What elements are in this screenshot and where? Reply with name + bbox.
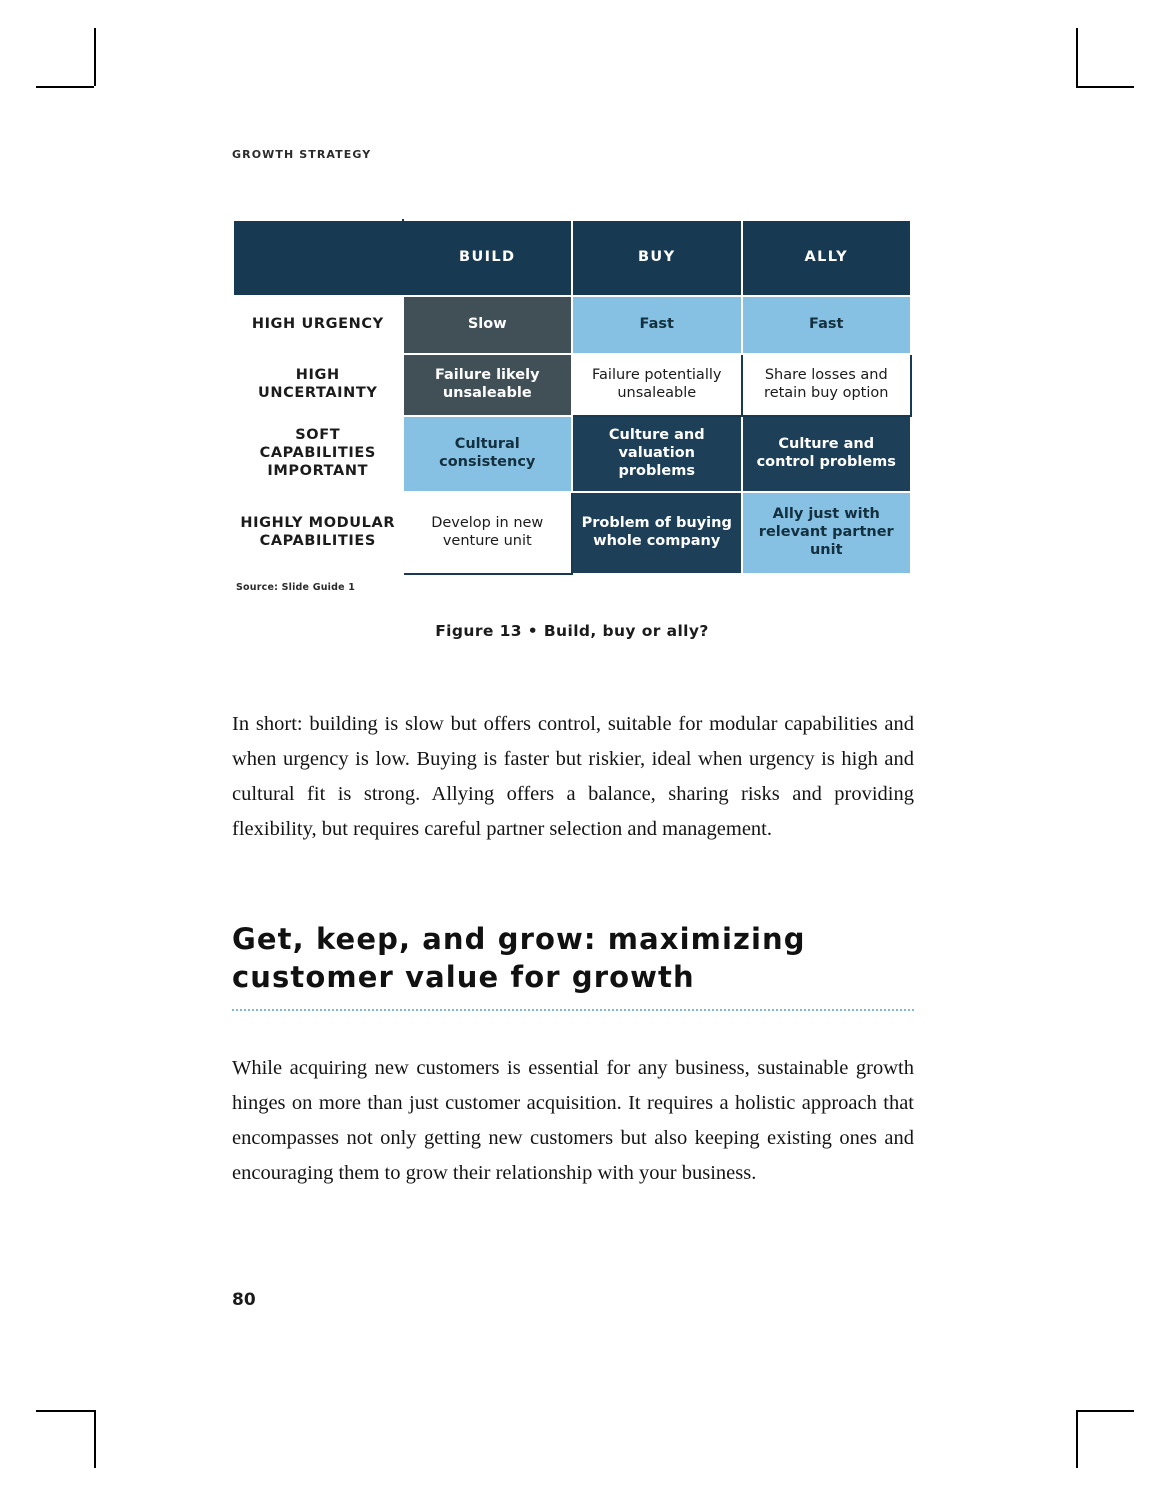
- column-header-build: BUILD: [403, 220, 573, 296]
- cell-buy-high-uncertainty: Failure potentially unsaleable: [572, 354, 742, 416]
- figure-source: Source: Slide Guide 1: [236, 582, 356, 593]
- cell-buy-high-urgency: Fast: [572, 296, 742, 354]
- figure-build-buy-ally: [232, 219, 912, 575]
- section-heading-block: [232, 920, 914, 1011]
- row-label-high-uncertainty: HIGH UNCERTAINTY: [233, 354, 403, 416]
- cell-build-soft-capabilities: Cultural consistency: [403, 416, 573, 492]
- body-paragraph-1: In short: building is slow but offers control, suitable for modular capabilities and when urgency is low. Buying is faster but riskier, ideal when urgency is high and cultural fit is strong. Allying offers a balance, sharing risks and providing flexibility, but requires careful partner selection and management.: [232, 712, 914, 841]
- heading-divider: [232, 1009, 914, 1011]
- cell-build-high-uncertainty: Failure likely unsaleable: [403, 354, 573, 416]
- cell-buy-highly-modular: Problem of buying whole company: [572, 492, 742, 574]
- table-row: [233, 354, 911, 416]
- cell-ally-high-urgency: Fast: [742, 296, 912, 354]
- cell-ally-soft-capabilities: Culture and control problems: [742, 416, 912, 492]
- table-row: [233, 296, 911, 354]
- column-header-buy: BUY: [572, 220, 742, 296]
- cell-ally-high-uncertainty: Share losses and retain buy option: [742, 354, 912, 416]
- column-header-ally: ALLY: [742, 220, 912, 296]
- running-head: GROWTH STRATEGY: [232, 148, 372, 161]
- table-header-row: [233, 220, 911, 296]
- cell-build-highly-modular: Develop in new venture unit: [403, 492, 573, 574]
- cell-buy-soft-capabilities: Culture and valuation problems: [572, 416, 742, 492]
- row-label-highly-modular: HIGHLY MODULAR CAPABILITIES: [233, 492, 403, 574]
- table-corner-cell: [233, 220, 403, 296]
- decision-matrix-table: [232, 219, 912, 575]
- row-label-soft-capabilities: SOFT CAPABILITIES IMPORTANT: [233, 416, 403, 492]
- table-row: [233, 416, 911, 492]
- body-paragraph-2: While acquiring new customers is essential for any business, sustainable growth hinges on more than just customer acquisition. It requires a holistic approach that encompasses not only getting new customers but also keeping existing ones and encouraging them to grow their relationship with your business.: [232, 1056, 914, 1185]
- page-title: Get, keep, and grow: maximizing customer value for growth: [232, 922, 806, 995]
- page-number: 80: [232, 1290, 256, 1310]
- table-row: [233, 492, 911, 574]
- row-label-high-urgency: HIGH URGENCY: [233, 296, 403, 354]
- cell-ally-highly-modular: Ally just with relevant partner unit: [742, 492, 912, 574]
- figure-caption: Figure 13 • Build, buy or ally?: [435, 622, 709, 640]
- cell-build-high-urgency: Slow: [403, 296, 573, 354]
